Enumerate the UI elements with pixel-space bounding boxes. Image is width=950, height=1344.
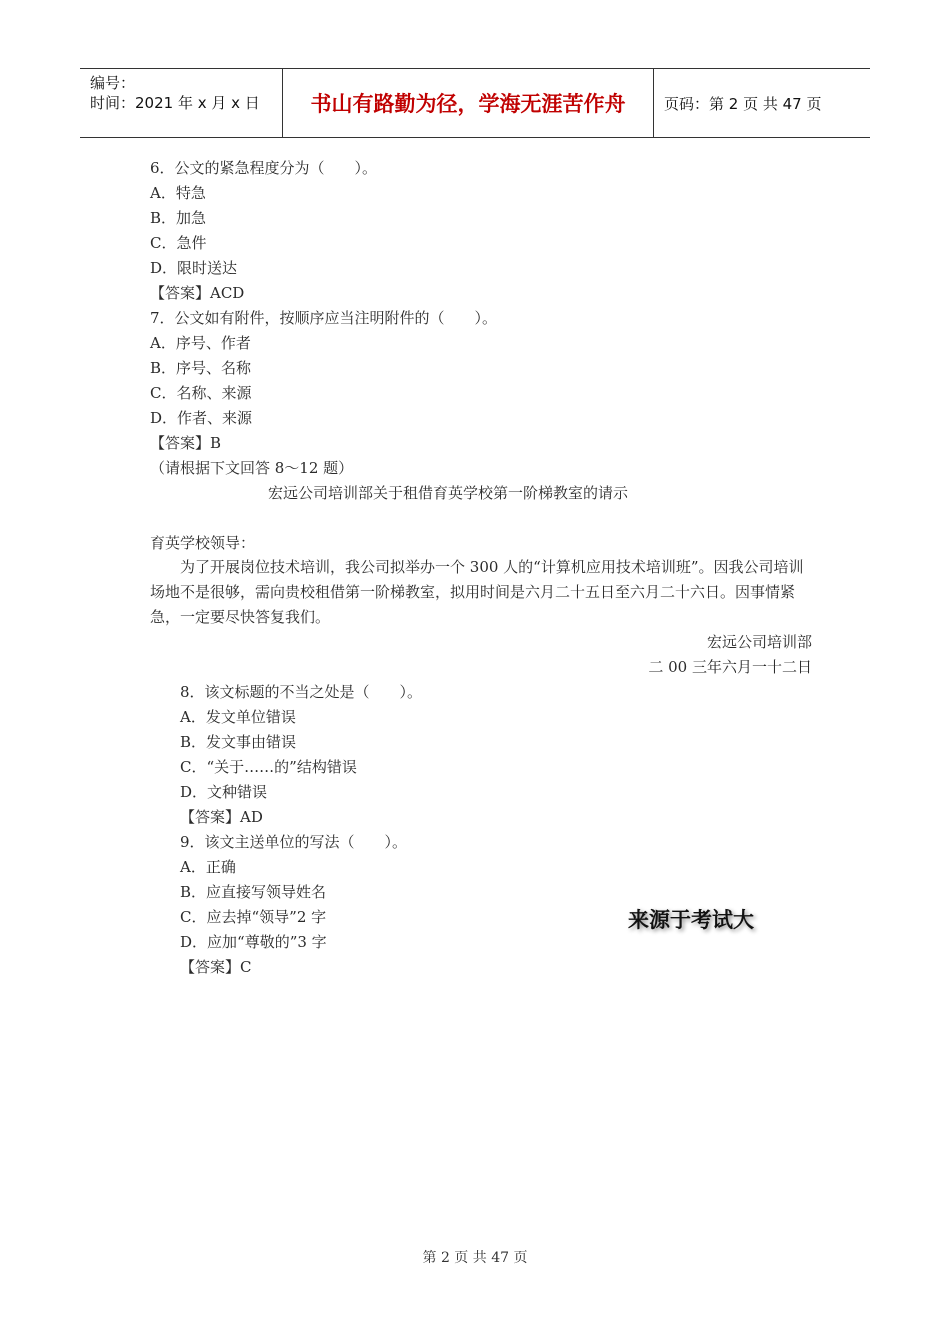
q9-option-c: C．应去掉“领导”2 字	[180, 908, 327, 926]
q9-option-b: B．应直接写领导姓名	[180, 883, 327, 901]
document-time-label: 时间：2021 年 x 月 x 日	[90, 94, 260, 112]
page-header	[80, 68, 870, 138]
document-number-label: 编号：	[90, 74, 136, 92]
q7-option-b: B．序号、名称	[150, 359, 252, 377]
q8-option-a: A．发文单位错误	[180, 708, 296, 726]
source-stamp: 来源于考试大	[628, 907, 754, 932]
question-9: 9．该文主送单位的写法（ ）。	[180, 833, 408, 851]
q9-option-a: A．正确	[180, 858, 236, 876]
header-meta-cell	[80, 69, 283, 137]
q6-option-c: C．急件	[150, 234, 207, 252]
passage-salutation: 育英学校领导：	[150, 534, 256, 552]
passage-intro: （请根据下文回答 8～12 题）	[150, 459, 354, 477]
page-footer: 第 2 页 共 47 页	[422, 1250, 528, 1266]
passage-signature: 宏远公司培训部	[706, 633, 812, 651]
q8-option-c: C．“关于……的”结构错误	[180, 758, 357, 776]
q7-option-a: A．序号、作者	[150, 334, 251, 352]
q6-option-d: D．限时送达	[150, 259, 238, 277]
header-motto: 书山有路勤为径，学海无涯苦作舟	[283, 69, 654, 137]
q6-answer: 【答案】ACD	[150, 284, 245, 302]
q8-answer: 【答案】AD	[180, 808, 263, 826]
passage-date: 二 00 三年六月一十二日	[648, 658, 812, 676]
q9-answer: 【答案】C	[180, 958, 252, 976]
passage-title: 宏远公司培训部关于租借育英学校第一阶梯教室的请示	[268, 484, 629, 502]
q8-option-b: B．发文事由错误	[180, 733, 297, 751]
header-page-label: 页码：第 2 页 共 47 页	[664, 94, 822, 113]
q7-option-c: C．名称、来源	[150, 384, 252, 402]
passage-body: 为了开展岗位技术培训，我公司拟举办一个 300 人的“计算机应用技术培训班”。因我公司培训场地不是很够，需向贵校租借第一阶梯教室，拟用时间是六月二十五日至六月二十六日。因事情紧急，一定要尽快答复我们。	[150, 558, 804, 626]
q6-option-a: A．特急	[150, 184, 206, 202]
q8-option-d: D．文种错误	[180, 783, 268, 801]
q7-answer: 【答案】B	[150, 434, 222, 452]
q9-option-d: D．应加“尊敬的”3 字	[180, 933, 327, 951]
question-7: 7．公文如有附件，按顺序应当注明附件的（ ）。	[150, 309, 498, 327]
question-6: 6．公文的紧急程度分为（ ）。	[150, 159, 378, 177]
question-8: 8．该文标题的不当之处是（ ）。	[180, 683, 423, 701]
q7-option-d: D．作者、来源	[150, 409, 253, 427]
q6-option-b: B．加急	[150, 209, 207, 227]
